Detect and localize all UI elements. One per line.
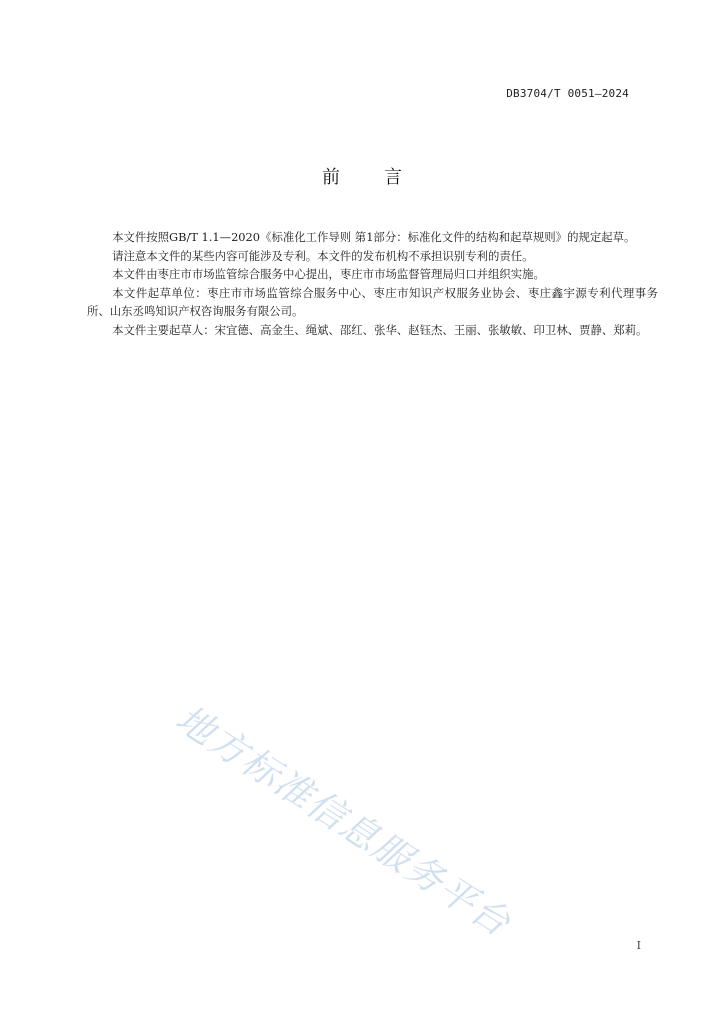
foreword-body <box>87 228 658 340</box>
page-title <box>0 163 724 189</box>
paragraph-proposer: 本文件由枣庄市市场监管综合服务中心提出，枣庄市市场监督管理局归口并组织实施。 <box>112 267 545 282</box>
paragraph-drafting-units: 本文件起草单位：枣庄市市场监管综合服务中心、枣庄市知识产权服务业协会、枣庄鑫宇源专利代理事务所、山东丞鸣知识产权咨询服务有限公司。 <box>87 285 658 319</box>
watermark: 地方标准信息服务平台 <box>168 696 519 946</box>
paragraph-patent-notice: 请注意本文件的某些内容可能涉及专利。本文件的发布机构不承担识别专利的责任。 <box>112 248 534 263</box>
page-title-char-1: 前 <box>322 167 340 188</box>
document-code: DB3704/T 0051—2024 <box>506 87 629 100</box>
page-title-char-2: 言 <box>384 167 402 188</box>
paragraph-drafters: 本文件主要起草人：宋宜德、高金生、绳斌、邵红、张华、赵钰杰、王丽、张敏敏、印卫林、贾静、郑莉。 <box>112 322 648 337</box>
paragraph-drafting-rules: 本文件按照GB/T 1.1—2020《标准化工作导则 第1部分：标准化文件的结构和起草规则》的规定起草。 <box>112 230 636 244</box>
page-number: I <box>636 939 641 952</box>
